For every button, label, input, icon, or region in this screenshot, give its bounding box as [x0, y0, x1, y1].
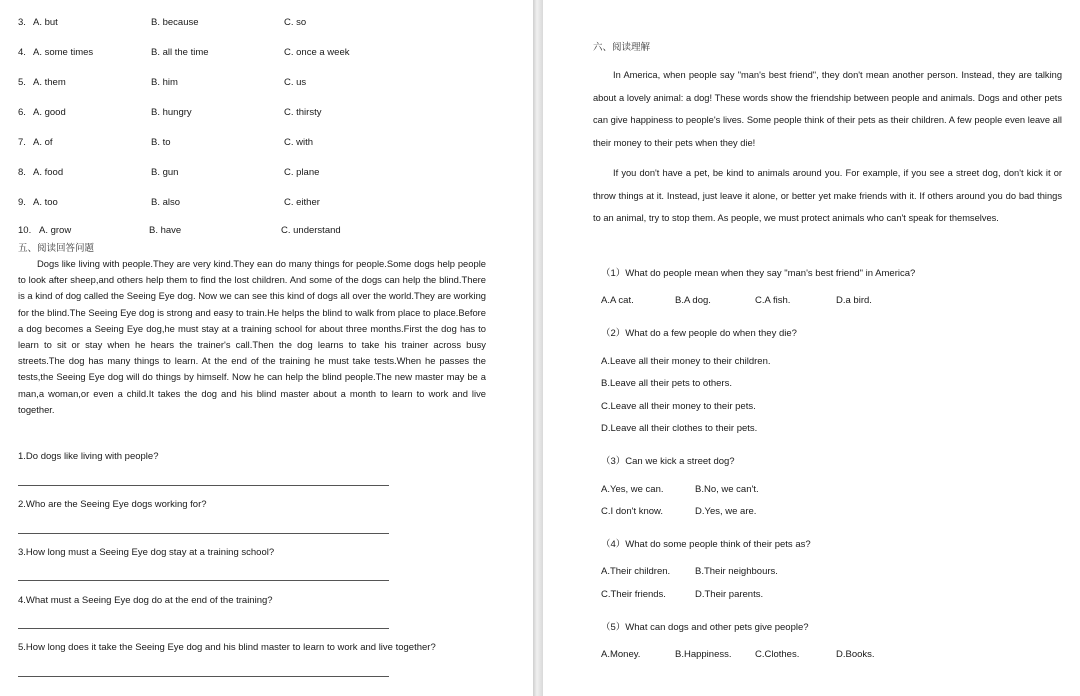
section-title: 六、阅读理解 [593, 42, 651, 53]
option-b: B. all the time [151, 47, 209, 58]
question-stem: （5）What can dogs and other pets give people? [601, 622, 809, 633]
choice-row [0, 197, 533, 211]
reading-paragraph-1: In America, when people say "man's best friend", they don't mean another person. Instead, they are talking about a lovely animal: a dog! These words show the friendship between people and animals. Dogs and other pets can give happiness to people's lives. Some people think of their pets as their children. A few people even leave all their money to their pets when they die! [593, 70, 1062, 148]
option-b: B. to [151, 137, 171, 148]
question-stem: （1）What do people mean when they say "man's best friend" in America? [601, 268, 916, 279]
option-a[interactable]: A.Yes, we can. [601, 484, 664, 495]
option-c[interactable]: C.I don't know. [601, 506, 664, 517]
choice-row [0, 17, 533, 31]
option-b[interactable]: B.No, we can't. [695, 484, 759, 495]
question-number: 6. [18, 107, 26, 118]
option-a[interactable]: A.A cat. [601, 295, 634, 306]
question-stem: （3）Can we kick a street dog? [601, 456, 735, 467]
option-a[interactable]: A.Leave all their money to their children. [601, 356, 771, 367]
choice-row [0, 47, 533, 61]
answer-line[interactable] [18, 580, 389, 581]
section-title: 五、阅读回答问题 [18, 243, 95, 254]
option-a: A. some times [33, 47, 94, 58]
option-b[interactable]: B.A dog. [675, 295, 711, 306]
option-c: C. plane [284, 167, 320, 178]
option-d[interactable]: D.a bird. [836, 295, 872, 306]
option-a: A. grow [39, 225, 72, 236]
question-stem: （4）What do some people think of their pets as? [601, 539, 811, 550]
option-a: A. of [33, 137, 53, 148]
option-b: B. have [149, 225, 182, 236]
question-item: 4.What must a Seeing Eye dog do at the end of the training? [18, 595, 273, 606]
choice-row [0, 137, 533, 151]
question-number: 10. [18, 225, 32, 236]
answer-line[interactable] [18, 676, 389, 677]
option-a[interactable]: A.Their children. [601, 566, 671, 577]
option-b: B. gun [151, 167, 179, 178]
option-a: A. but [33, 17, 58, 28]
option-c: C. with [284, 137, 314, 148]
option-c: C. once a week [284, 47, 350, 58]
option-a: A. too [33, 197, 58, 208]
choice-row [0, 167, 533, 181]
left-page [0, 0, 533, 696]
question-number: 7. [18, 137, 26, 148]
answer-line[interactable] [18, 533, 389, 534]
question-number: 5. [18, 77, 26, 88]
question-item: 5.How long does it take the Seeing Eye dog and his blind master to learn to work and live together? [18, 642, 436, 653]
option-d[interactable]: D.Their parents. [695, 589, 764, 600]
option-c[interactable]: C.Clothes. [755, 649, 800, 660]
option-b[interactable]: B.Happiness. [675, 649, 732, 660]
answer-line[interactable] [18, 485, 389, 486]
question-item: 2.Who are the Seeing Eye dogs working for? [18, 499, 207, 510]
option-b: B. him [151, 77, 178, 88]
choice-row [0, 107, 533, 121]
question-number: 9. [18, 197, 26, 208]
option-c[interactable]: C.Leave all their money to their pets. [601, 401, 756, 412]
question-number: 8. [18, 167, 26, 178]
option-c: C. either [284, 197, 320, 208]
option-a: A. food [33, 167, 64, 178]
option-c[interactable]: C.Their friends. [601, 589, 666, 600]
option-d[interactable]: D.Books. [836, 649, 875, 660]
question-item: 1.Do dogs like living with people? [18, 451, 159, 462]
option-b[interactable]: B.Leave all their pets to others. [601, 378, 732, 389]
option-a: A. them [33, 77, 66, 88]
right-page [543, 0, 1080, 696]
option-b[interactable]: B.Their neighbours. [695, 566, 778, 577]
question-number: 4. [18, 47, 26, 58]
option-c[interactable]: C.A fish. [755, 295, 791, 306]
answer-line[interactable] [18, 628, 389, 629]
option-b: B. also [151, 197, 181, 208]
page-gutter [533, 0, 543, 696]
question-stem: （2）What do a few people do when they die? [601, 328, 797, 339]
question-number: 3. [18, 17, 26, 28]
choice-row [0, 77, 533, 91]
choice-row [0, 225, 533, 239]
option-d[interactable]: D.Leave all their clothes to their pets. [601, 423, 758, 434]
option-c: C. us [284, 77, 307, 88]
option-b: B. hungry [151, 107, 192, 118]
option-a[interactable]: A.Money. [601, 649, 641, 660]
option-b: B. because [151, 17, 199, 28]
option-d[interactable]: D.Yes, we are. [695, 506, 757, 517]
question-item: 3.How long must a Seeing Eye dog stay at a training school? [18, 547, 275, 558]
option-c: C. understand [281, 225, 341, 236]
option-c: C. thirsty [284, 107, 322, 118]
reading-paragraph-2: If you don't have a pet, be kind to animals around you. For example, if you see a street dog, don't kick it or throw things at it. Instead, just leave it alone, or better yet make friends with it. If others around you do bad things to an animal, try to stop them. As people, we must protect animals who can't speak for themselves. [593, 168, 1062, 223]
option-a: A. good [33, 107, 66, 118]
reading-passage: Dogs like living with people.They are very kind.They ean do many things for people.Some dogs help people to look after sheep,and others help them to find the lost children. And some of the dogs can help the blind.There is a kind of dog called the Seeing Eye dog. Now we can see this kind of dogs all over the world.They are working for the blind.The Seeing Eye dog is strong and easy to train.He helps the blind to walk from place to place.Before a dog becomes a Seeing Eye dog,he must stay at a training school for about three months.First the dog has to learn to sit or stay when he hears the trainer's call.Then the dog learns to take his trainer across busy streets.The dog has many things to learn. At the end of the training he must take tests.When he passes the tests,the Seeing Eye dog will do things by himself. Now he can help the blind people.The new master may be a man,a woman,or even a child.It takes the dog and his blind master about a month to learn to work and live together. [18, 258, 486, 415]
option-c: C. so [284, 17, 307, 28]
